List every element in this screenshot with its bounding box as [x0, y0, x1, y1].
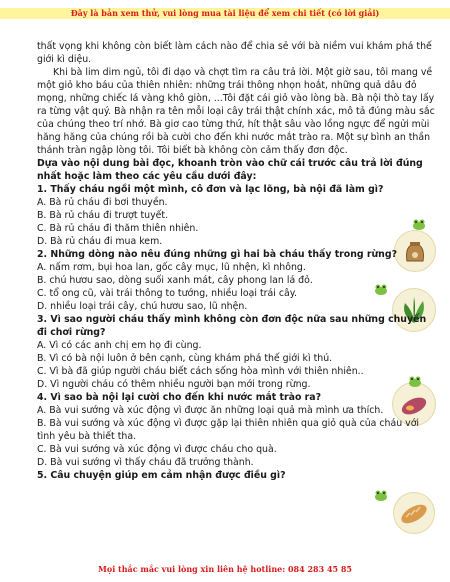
answer-option[interactable]: D. nhiều loại trái cây, chú hươu sao, lũ nhện.	[37, 301, 248, 312]
answer-option[interactable]: A. Bà vui sướng và xúc động vì được ăn những loại quả mà mình ưa thích.	[37, 405, 384, 416]
question: 3. Vì sao người cháu thấy mình không còn đơn độc nữa sau những chuyến đi chơi rừng?	[37, 314, 427, 338]
passage-paragraph: thất vọng khi không còn biết làm cách nào để chia sẻ với bà niềm vui khám phá thế giới kì diệu.	[37, 41, 432, 65]
answer-option[interactable]: C. Bà vui sướng và xúc động vì được cháu cho quà.	[37, 444, 277, 455]
answer-option[interactable]: C. tổ ong cũ, vài trái thông to tướng, nhiều loại trái cây.	[37, 288, 297, 299]
answer-option[interactable]: A. Vì có các anh chị em họ đi cùng.	[37, 340, 202, 351]
question: 5. Câu chuyện giúp em cảm nhận được điều gì?	[37, 470, 286, 481]
answer-option[interactable]: B. chú hươu sao, dòng suối xanh mát, cây phong lan lá đỏ.	[37, 275, 313, 286]
answer-option[interactable]: D. Vì người cháu có thêm nhiều người bạn mới trong rừng.	[37, 379, 311, 390]
bread-icon	[393, 492, 435, 534]
answer-option[interactable]: B. Vì có bà nội luôn ở bên cạnh, cùng khám phá thế giới kì thú.	[37, 353, 333, 364]
answer-option[interactable]: B. Bà vui sướng và xúc động vì được gặp lại thiên nhiên qua giỏ quà của cháu với tình yêu bà thiết tha.	[37, 418, 420, 442]
answer-option[interactable]: A. nấm rơm, bụi hoa lan, gốc cây mục, lũ nhện, kì nhông.	[37, 262, 306, 273]
instruction: Dựa vào nội dung bài đọc, khoanh tròn vào chữ cái trước câu trả lời đúng nhất hoặc làm theo các yêu cầu dưới đây:	[37, 158, 423, 182]
answer-option[interactable]: D. Bà rủ cháu đi mua kem.	[37, 236, 163, 247]
hotline-notice: Mọi thắc mắc vui lòng xin liên hệ hotline: 084 283 45 85	[98, 564, 352, 574]
passage-paragraph: Khi bà lim dim ngủ, tôi đi dạo và chợt tìm ra câu trả lời. Một giờ sau, tôi mang về một giỏ kho báu của thiên nhiên: những trái thông nhọn hoắt, những quả dâu đỏ mọng, những chiếc lá vàng khô giòn, ...Tôi đặt cái giỏ vào lòng bà. Bà nội thò tay lấy ra từng vật quý. Bà nhận ra tên mỗi loại cây trái thật chính xác, mô tả đúng màu sắc của chúng theo trí nhớ. Bà giơ cao từng thứ, hít thật sâu vào lồng ngực để ngửi mùi hăng hăng của chúng rồi bà cười cho đến khi nước mắt trào ra. Một sự bình an thần thánh tràn ngập lòng tôi. Tôi biết bà không còn cảm thấy đơn độc.	[37, 67, 435, 156]
answer-option[interactable]: A. Bà rủ cháu đi bơi thuyền.	[37, 197, 168, 208]
question: 4. Vì sao bà nội lại cười cho đến khi nước mắt trào ra?	[37, 392, 322, 403]
document-body	[37, 40, 435, 482]
answer-option[interactable]: B. Bà rủ cháu đi trượt tuyết.	[37, 210, 169, 221]
preview-notice: Đây là bản xem thử, vui lòng mua tài liệu để xem chi tiết (có lời giải)	[0, 8, 450, 19]
frog-icon	[374, 486, 388, 498]
answer-option[interactable]: C. Bà rủ cháu đi thăm thiên nhiên.	[37, 223, 199, 234]
question: 1. Thấy cháu ngồi một mình, cô đơn và lạc lõng, bà nội đã làm gì?	[37, 184, 384, 195]
answer-option[interactable]: C. Vì bà đã giúp người cháu biết cách sống hòa mình với thiên nhiên..	[37, 366, 364, 377]
answer-option[interactable]: D. Bà vui sướng vì thấy cháu đã trưởng thành.	[37, 457, 254, 468]
question: 2. Những dòng nào nêu đúng những gì hai bà cháu thấy trong rừng?	[37, 249, 398, 260]
